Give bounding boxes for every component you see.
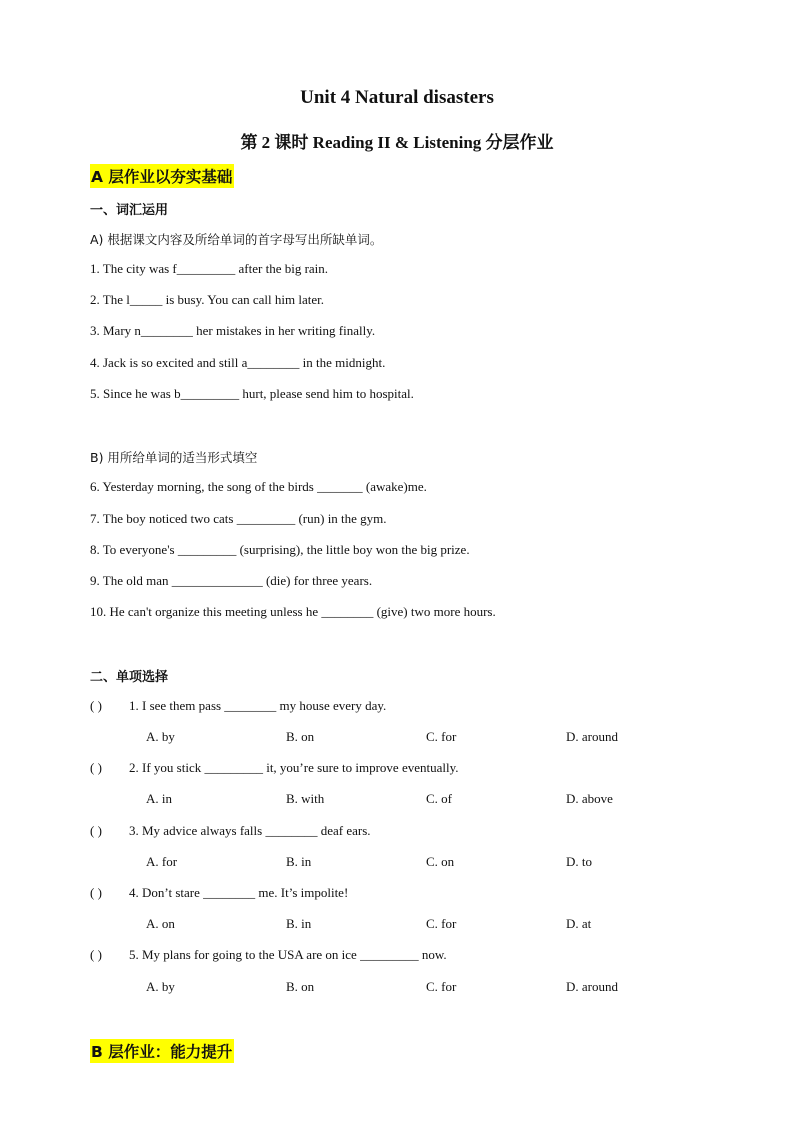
option-c: C. for <box>426 979 457 994</box>
option-c: C. for <box>426 729 457 744</box>
option-d: D. at <box>566 916 592 931</box>
layer-a-heading: A 层作业以夯实基础 <box>90 164 234 188</box>
page-title: Unit 4 Natural disasters <box>300 87 494 108</box>
option-b: B. in <box>286 854 312 869</box>
vocab-item-3: 3. Mary n________ her mistakes in her writing finally. <box>90 323 376 338</box>
option-d: D. around <box>566 729 618 744</box>
option-b: B. with <box>286 791 325 806</box>
vocab-item-1: 1. The city was f_________ after the big rain. <box>90 261 329 276</box>
question-text: 1. I see them pass ________ my house every day. <box>129 698 387 713</box>
option-b: B. on <box>286 729 315 744</box>
page-subtitle: 第 2 课时 Reading II & Listening 分层作业 <box>240 133 554 152</box>
option-a: A. on <box>146 916 175 931</box>
part-a-instruction: A) 根据课文内容及所给单词的首字母写出所缺单词。 <box>90 232 383 247</box>
vocab-item-7: 7. The boy noticed two cats _________ (run) in the gym. <box>90 511 387 526</box>
vocab-item-6: 6. Yesterday morning, the song of the birds _______ (awake)me. <box>90 479 427 494</box>
answer-blank: ( ) <box>90 760 102 775</box>
option-c: C. for <box>426 916 457 931</box>
option-a: A. by <box>146 979 175 994</box>
option-a: A. in <box>146 791 172 806</box>
question-text: 3. My advice always falls ________ deaf ears. <box>129 823 371 838</box>
option-d: D. to <box>566 854 592 869</box>
vocab-item-10: 10. He can't organize this meeting unless he ________ (give) two more hours. <box>90 604 496 619</box>
option-b: B. on <box>286 979 315 994</box>
vocab-item-8: 8. To everyone's _________ (surprising), the little boy won the big prize. <box>90 542 470 557</box>
option-c: C. on <box>426 854 455 869</box>
vocab-item-5: 5. Since he was b_________ hurt, please send him to hospital. <box>90 386 414 401</box>
section1-heading: 一、词汇运用 <box>90 203 169 218</box>
answer-blank: ( ) <box>90 823 102 838</box>
answer-blank: ( ) <box>90 947 102 962</box>
option-c: C. of <box>426 791 452 806</box>
vocab-item-9: 9. The old man ______________ (die) for three years. <box>90 573 373 588</box>
question-text: 4. Don’t stare ________ me. It’s impolite! <box>129 885 349 900</box>
vocab-item-2: 2. The l_____ is busy. You can call him later. <box>90 292 324 307</box>
option-b: B. in <box>286 916 312 931</box>
answer-blank: ( ) <box>90 885 102 900</box>
part-b-instruction: B) 用所给单词的适当形式填空 <box>90 450 258 465</box>
section2-heading: 二、单项选择 <box>90 670 169 685</box>
question-text: 5. My plans for going to the USA are on ice _________ now. <box>129 947 447 962</box>
question-text: 2. If you stick _________ it, you’re sure to improve eventually. <box>129 760 459 775</box>
option-a: A. by <box>146 729 175 744</box>
option-d: D. above <box>566 791 613 806</box>
layer-b-heading: B 层作业：能力提升 <box>90 1039 234 1063</box>
answer-blank: ( ) <box>90 698 102 713</box>
option-d: D. around <box>566 979 618 994</box>
option-a: A. for <box>146 854 178 869</box>
vocab-item-4: 4. Jack is so excited and still a________ in the midnight. <box>90 355 386 370</box>
